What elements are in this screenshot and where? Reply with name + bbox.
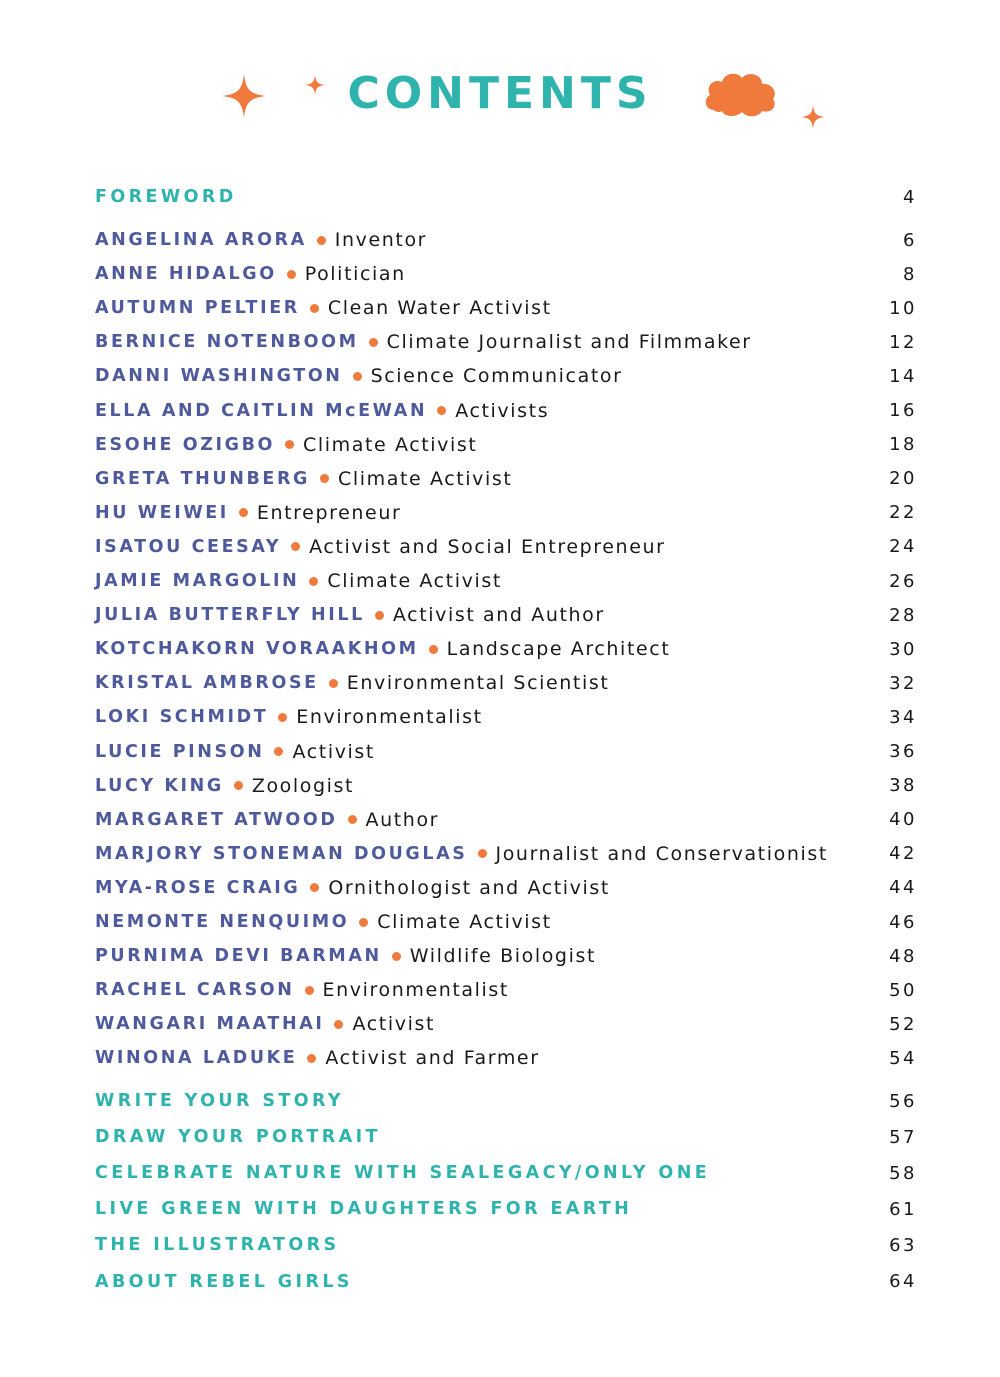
page-number: 4 [903,186,917,208]
entry-name: LUCY KING [95,775,224,796]
bullet-dot [334,1020,343,1029]
page-number: 42 [889,843,917,865]
entry-name: PURNIMA DEVI BARMAN [95,946,382,967]
section-label: DRAW YOUR PORTRAIT [95,1127,381,1148]
section-label: THE ILLUSTRATORS [95,1235,340,1256]
section-label: CELEBRATE NATURE WITH SEALEGACY/ONLY ONE [95,1163,711,1184]
bullet-dot [309,577,318,586]
toc-extra [95,1232,917,1258]
entry-role: Activist and Farmer [325,1047,540,1070]
bullet-dot [291,542,300,551]
page-number: 38 [889,775,917,797]
entry-name: MARGARET ATWOOD [95,809,338,830]
entry-role: Ornithologist and Activist [328,876,610,899]
entry-name: MARJORY STONEMAN DOUGLAS [95,843,468,864]
toc-entry [95,773,917,799]
page-number: 30 [889,638,917,660]
entry-role: Landscape Architect [446,638,671,661]
toc-entry [95,500,917,526]
page-number: 63 [889,1234,917,1256]
section-label: FOREWORD [95,187,237,207]
page-number: 56 [889,1090,917,1112]
bullet-dot [307,1054,316,1063]
entry-role: Activist [292,740,375,763]
entry-role: Environmentalist [296,706,483,729]
entry-name: NEMONTE NENQUIMO [95,912,350,932]
toc-entry [95,841,917,867]
section-label: ABOUT REBEL GIRLS [95,1271,353,1292]
bullet-dot [369,338,378,347]
toc-entry [95,432,917,458]
entry-name: KOTCHAKORN VORAAKHOM [95,639,419,660]
entry-role: Zoologist [251,774,355,797]
entry-name: RACHEL CARSON [95,980,295,1001]
entry-role: Climate Activist [327,570,502,592]
toc-entry [95,227,917,253]
page-number: 57 [889,1126,917,1148]
page-number: 20 [889,468,917,490]
entry-name: HU WEIWEI [95,502,229,523]
toc-entry [95,363,917,389]
page-number: 22 [889,502,917,524]
toc-entry [95,1045,917,1071]
entry-role: Climate Activist [337,467,513,490]
entry-name: KRISTAL AMBROSE [95,673,319,694]
entry-role: Wildlife Biologist [409,945,597,968]
toc-entry [95,807,917,833]
bullet-dot [310,883,319,892]
entry-name: WANGARI MAATHAI [95,1014,325,1035]
page-number: 40 [889,809,917,831]
page-number: 10 [889,297,917,319]
entry-name: BERNICE NOTENBOOM [95,332,359,353]
toc-entry [95,398,917,424]
toc-foreword [95,184,917,210]
entry-role: Journalist and Conservationist [495,842,828,865]
page-title: CONTENTS [347,68,653,119]
page-number: 28 [889,604,917,626]
entry-role: Climate Journalist and Filmmaker [386,331,752,354]
section-label: LIVE GREEN WITH DAUGHTERS FOR EARTH [95,1199,633,1220]
toc-entry [95,295,917,321]
bullet-dot [278,713,287,722]
toc-entry [95,261,917,287]
entry-name: LUCIE PINSON [95,741,265,762]
page-number: 12 [889,331,917,353]
page-number: 54 [889,1047,917,1069]
bullet-dot [478,849,487,858]
entry-name: MYA-ROSE CRAIG [95,877,301,898]
page-number: 18 [889,434,917,456]
bullet-dot [285,440,294,449]
entry-role: Clean Water Activist [327,297,552,320]
toc-extra [95,1160,917,1186]
section-label: WRITE YOUR STORY [95,1091,344,1111]
bullet-dot [317,236,326,245]
page-number: 58 [889,1162,917,1184]
page-number: 14 [889,365,917,387]
entry-role: Environmentalist [322,979,509,1002]
page-number: 16 [889,400,917,421]
page-number: 48 [889,945,917,967]
page-number: 8 [903,263,917,285]
entry-name: WINONA LADUKE [95,1048,298,1069]
entry-name: AUTUMN PELTIER [95,298,300,319]
bullet-dot [234,781,243,790]
entry-name: ISATOU CEESAY [95,536,282,557]
toc-entry [95,602,917,628]
page-number: 61 [889,1198,917,1220]
entry-role: Science Communicator [370,365,623,388]
toc-entry [95,704,917,730]
entry-role: Climate Activist [302,433,478,456]
entry-name: LOKI SCHMIDT [95,707,269,728]
page-number: 44 [889,877,917,899]
entry-name: JULIA BUTTERFLY HILL [95,605,365,626]
entry-name: ANNE HIDALGO [95,264,277,285]
entry-role: Environmental Scientist [346,672,610,695]
bullet-dot [310,304,319,313]
bullet-dot [274,747,283,756]
bullet-dot [239,508,248,517]
entry-role: Activists [455,399,550,422]
page-number: 46 [889,911,917,933]
entry-role: Activist and Author [392,604,605,627]
entry-name: ELLA AND CAITLIN McEWAN [95,400,428,421]
toc-entry [95,1011,917,1037]
entry-role: Politician [304,263,406,286]
toc-entry [95,909,917,935]
entry-name: JAMIE MARGOLIN [95,571,300,591]
page-number: 50 [889,979,917,1001]
bullet-dot [305,986,314,995]
entry-role: Climate Activist [377,911,552,933]
page-number: 6 [903,229,917,251]
bullet-dot [359,918,368,927]
toc-extra [95,1124,917,1150]
entry-name: ESOHE OZIGBO [95,434,275,455]
toc-entry [95,534,917,560]
toc-entry [95,636,917,662]
entry-role: Author [365,808,440,831]
bullet-dot [429,645,438,654]
page-number: 24 [889,536,917,558]
entry-name: GRETA THUNBERG [95,468,310,489]
toc-entry [95,670,917,696]
toc-extra [95,1196,917,1222]
toc-entry [95,977,917,1003]
toc-entry [95,943,917,969]
toc-entry [95,568,917,594]
entry-name: ANGELINA ARORA [95,230,307,250]
page-number: 36 [889,741,917,762]
page-number: 64 [889,1271,917,1292]
page-number: 52 [889,1013,917,1035]
page-number: 26 [889,570,917,592]
entry-role: Entrepreneur [256,501,402,524]
page-number: 32 [889,672,917,694]
bullet-dot [320,474,329,483]
entry-role: Activist [352,1013,435,1036]
toc-entry [95,466,917,492]
bullet-dot [353,372,362,381]
entry-role: Activist and Social Entrepreneur [309,535,666,558]
bullet-dot [392,952,401,961]
bullet-dot [329,679,338,688]
toc-extra [95,1088,917,1114]
entry-name: DANNI WASHINGTON [95,366,343,387]
bullet-dot [287,270,296,279]
toc-entry [95,739,917,765]
toc-entry [95,329,917,355]
page-number: 34 [889,706,917,728]
toc-entry [95,875,917,901]
bullet-dot [348,815,357,824]
entry-role: Inventor [334,229,428,251]
toc-extra [95,1269,917,1295]
bullet-dot [437,406,446,415]
bullet-dot [375,611,384,620]
